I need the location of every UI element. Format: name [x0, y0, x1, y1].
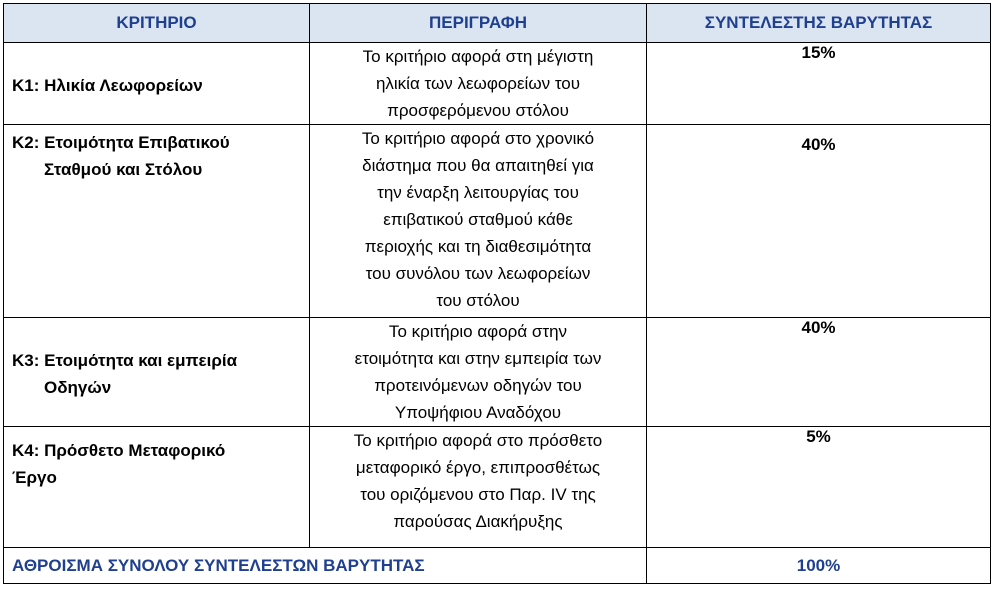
- description-text: Το κριτήριο αφορά στη μέγιστη: [362, 47, 594, 66]
- description-text: προτεινόμενων οδηγών του: [374, 376, 582, 395]
- description-text: Υποψήφιου Αναδόχου: [394, 403, 562, 422]
- description-cell: [310, 318, 647, 427]
- criterion-cell: [4, 43, 310, 125]
- header-weight: ΣΥΝΤΕΛΕΣΤΗΣ ΒΑΡΥΤΗΤΑΣ: [647, 4, 991, 43]
- total-value: 100%: [647, 548, 991, 584]
- table-row: [4, 318, 991, 427]
- criterion-cell: [4, 427, 310, 548]
- criteria-table: [3, 3, 991, 584]
- description-text: την έναρξη λειτουργίας του: [377, 183, 579, 202]
- criterion-text: Οδηγών: [44, 378, 112, 397]
- criterion-text: Έργο: [12, 468, 57, 487]
- description-text: του οριζόμενου στο Παρ. IV της: [360, 485, 596, 504]
- description-cell: [310, 125, 647, 318]
- description-text: παρούσας Διακήρυξης: [393, 512, 563, 531]
- description-text: ηλικία των λεωφορείων του: [375, 74, 581, 93]
- criterion-cell: [4, 125, 310, 318]
- description-cell: [310, 43, 647, 125]
- description-text: περιοχής και τη διαθεσιμότητα: [364, 237, 592, 256]
- description-cell: [310, 427, 647, 548]
- weight-cell: 5%: [647, 427, 991, 548]
- table-row: [4, 125, 991, 318]
- description-text: ετοιμότητα και στην εμπειρία των: [354, 349, 602, 368]
- criterion-text: Κ4: Πρόσθετο Μεταφορικό: [12, 441, 226, 460]
- total-label: ΑΘΡΟΙΣΜΑ ΣΥΝΟΛΟΥ ΣΥΝΤΕΛΕΣΤΩΝ ΒΑΡΥΤΗΤΑΣ: [4, 548, 647, 584]
- weight-cell: 40%: [647, 318, 991, 427]
- table-row: [4, 427, 991, 548]
- criterion-text: Σταθμού και Στόλου: [44, 160, 203, 179]
- header-row: [4, 4, 991, 43]
- table-row: [4, 43, 991, 125]
- criterion-text: Κ3: Ετοιμότητα και εμπειρία: [12, 351, 238, 370]
- weight-cell: 15%: [647, 43, 991, 125]
- header-description: ΠΕΡΙΓΡΑΦΗ: [310, 4, 647, 43]
- description-text: προσφερόμενου στόλου: [387, 101, 569, 120]
- description-text: του στόλου: [436, 291, 520, 310]
- description-text: διάστημα που θα απαιτηθεί για: [362, 156, 594, 175]
- criterion-cell: [4, 318, 310, 427]
- header-criterion: ΚΡΙΤΗΡΙΟ: [4, 4, 310, 43]
- weight-cell: 40%: [647, 125, 991, 318]
- description-text: Το κριτήριο αφορά στο πρόσθετο: [353, 431, 603, 450]
- criterion-text: Κ2: Ετοιμότητα Επιβατικού: [12, 133, 230, 152]
- description-text: Το κριτήριο αφορά στο χρονικό: [361, 129, 595, 148]
- description-text: επιβατικού σταθμού κάθε: [383, 210, 573, 229]
- criterion-text: Κ1: Ηλικία Λεωφορείων: [12, 76, 203, 95]
- description-text: του συνόλου των λεωφορείων: [365, 264, 591, 283]
- description-text: μεταφορικό έργο, επιπροσθέτως: [355, 458, 601, 477]
- total-row: [4, 548, 991, 584]
- description-text: Το κριτήριο αφορά στην: [388, 322, 568, 341]
